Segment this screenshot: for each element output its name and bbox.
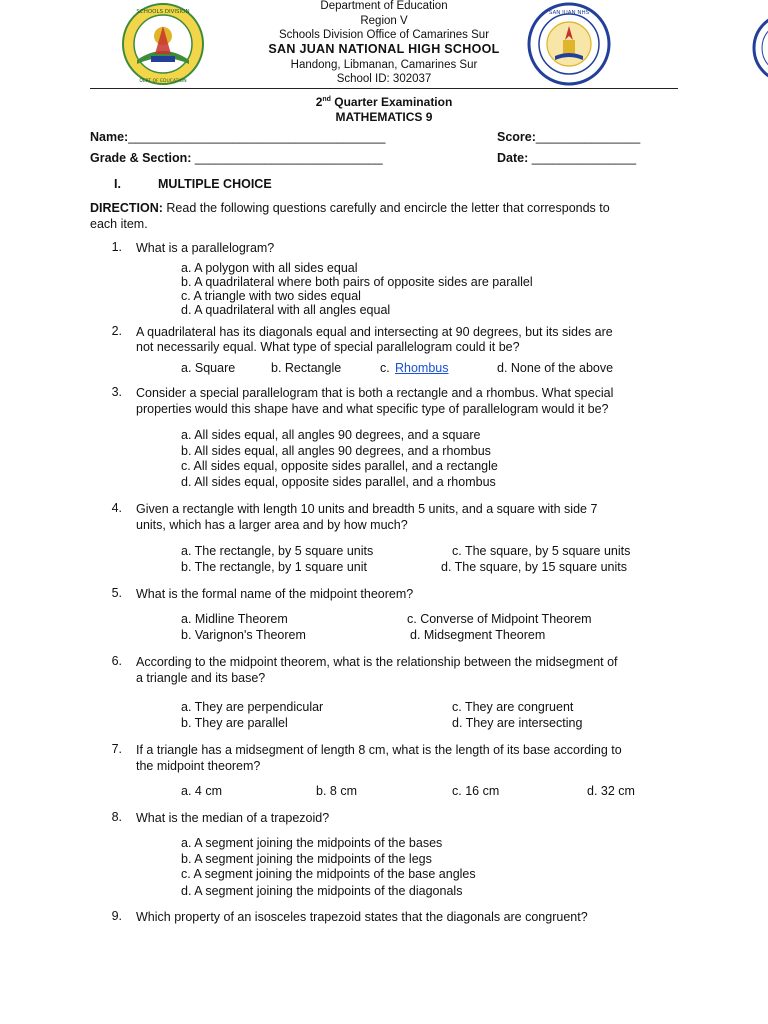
section-number: I. xyxy=(114,177,121,191)
question-text: What is the median of a trapezoid? xyxy=(136,811,330,825)
question-text: properties would this shape have and what specific type of parallelogram would it be? xyxy=(136,402,609,416)
option[interactable]: c. A segment joining the midpoints of the base angles xyxy=(181,867,476,881)
option[interactable]: a. Square xyxy=(181,361,236,375)
question-text: not necessarily equal. What type of special parallelogram could it be? xyxy=(136,340,520,354)
question-number: 7. xyxy=(111,742,122,756)
option[interactable]: a. They are perpendicular xyxy=(181,700,324,714)
direction: DIRECTION: Read the following questions carefully and encircle the letter that corresponds to xyxy=(90,201,610,215)
option[interactable]: d. 32 cm xyxy=(587,784,635,798)
option[interactable]: d. A quadrilateral with all angles equal xyxy=(181,303,391,317)
option[interactable]: c. Converse of Midpoint Theorem xyxy=(407,612,592,626)
question-number: 5. xyxy=(111,586,122,600)
option[interactable]: a. 4 cm xyxy=(181,784,222,798)
question-number: 8. xyxy=(111,810,122,824)
option[interactable]: d. Midsegment Theorem xyxy=(410,628,546,642)
question-text: What is the formal name of the midpoint theorem? xyxy=(136,587,414,601)
question-number: 2. xyxy=(111,324,122,338)
score-field[interactable]: Score:_______________ xyxy=(497,130,641,144)
grade-section-field[interactable]: Grade & Section: ___________________________ xyxy=(90,151,383,165)
header-divider xyxy=(90,88,678,89)
option[interactable]: c. A triangle with two sides equal xyxy=(181,289,361,303)
option[interactable]: c. All sides equal, opposite sides parallel, and a rectangle xyxy=(181,459,498,473)
option[interactable]: d. A segment joining the midpoints of the diagonals xyxy=(181,884,463,898)
question-number: 1. xyxy=(111,240,122,254)
region-name: Region V xyxy=(360,15,408,27)
option[interactable]: c. 16 cm xyxy=(452,784,500,798)
option[interactable]: c. xyxy=(380,361,390,375)
division-seal-bottom: DEPT OF EDUCATION xyxy=(139,79,187,84)
question-text: a triangle and its base? xyxy=(136,671,266,685)
question-text: Consider a special parallelogram that is both a rectangle and a rhombus. What special xyxy=(136,386,614,400)
division-seal-text: SCHOOLS DIVISION xyxy=(136,9,190,15)
option[interactable]: a. A segment joining the midpoints of the bases xyxy=(181,836,443,850)
question-number: 3. xyxy=(111,385,122,399)
option[interactable]: b. All sides equal, all angles 90 degrees, and a rhombus xyxy=(181,444,491,458)
option[interactable]: d. The square, by 15 square units xyxy=(441,560,627,574)
question-text: units, which has a larger area and by how much? xyxy=(136,518,408,532)
division-name: Schools Division Office of Camarines Sur xyxy=(278,29,490,41)
option[interactable]: d. None of the above xyxy=(497,361,614,375)
option[interactable]: d. All sides equal, opposite sides parallel, and a rhombus xyxy=(181,475,496,489)
option[interactable]: b. Rectangle xyxy=(271,361,342,375)
section-title: MULTIPLE CHOICE xyxy=(158,177,272,191)
question-text: A quadrilateral has its diagonals equal and intersecting at 90 degrees, but its sides are xyxy=(136,325,613,339)
name-field[interactable]: Name:_____________________________________ xyxy=(90,130,386,144)
question-text: the midpoint theorem? xyxy=(136,759,261,773)
option[interactable]: a. Midline Theorem xyxy=(181,612,288,626)
question-text: According to the midpoint theorem, what is the relationship between the midsegment of xyxy=(136,655,618,669)
option[interactable]: a. All sides equal, all angles 90 degrees, and a square xyxy=(181,428,481,442)
option[interactable]: d. They are intersecting xyxy=(452,716,583,730)
option[interactable]: a. A polygon with all sides equal xyxy=(181,261,358,275)
option[interactable]: b. A quadrilateral where both pairs of opposite sides are parallel xyxy=(181,275,533,289)
question-text: Which property of an isosceles trapezoid states that the diagonals are congruent? xyxy=(136,910,588,924)
exam-subject: MATHEMATICS 9 xyxy=(335,110,433,124)
school-name: SAN JUAN NATIONAL HIGH SCHOOL xyxy=(268,42,500,56)
option[interactable]: b. The rectangle, by 1 square unit xyxy=(181,560,367,574)
question-text: What is a parallelogram? xyxy=(136,241,275,255)
school-id: School ID: 302037 xyxy=(336,73,432,85)
question-number: 4. xyxy=(111,501,122,515)
option[interactable]: c. The square, by 5 square units xyxy=(452,544,631,558)
option[interactable]: a. The rectangle, by 5 square units xyxy=(181,544,374,558)
option[interactable]: c. They are congruent xyxy=(452,700,574,714)
school-seal-text: SAN JUAN NHS xyxy=(548,10,590,16)
direction-continued: each item. xyxy=(90,217,148,231)
question-number: 6. xyxy=(111,654,122,668)
question-number: 9. xyxy=(111,909,122,923)
school-address: Handong, Libmanan, Camarines Sur xyxy=(290,59,478,71)
option-link[interactable]: Rhombus xyxy=(395,361,449,375)
option[interactable]: b. A segment joining the midpoints of the legs xyxy=(181,852,432,866)
question-text: If a triangle has a midsegment of length 8 cm, what is the length of its base according to xyxy=(136,743,622,757)
dept-name: Department of Education xyxy=(320,0,448,12)
option[interactable]: b. They are parallel xyxy=(181,716,288,730)
option[interactable]: b. 8 cm xyxy=(316,784,357,798)
exam-title: 2nd Quarter Examination xyxy=(315,95,453,109)
option[interactable]: b. Varignon's Theorem xyxy=(181,628,306,642)
date-field[interactable]: Date: _______________ xyxy=(497,151,637,165)
question-text: Given a rectangle with length 10 units and breadth 5 units, and a square with side 7 xyxy=(136,502,598,516)
